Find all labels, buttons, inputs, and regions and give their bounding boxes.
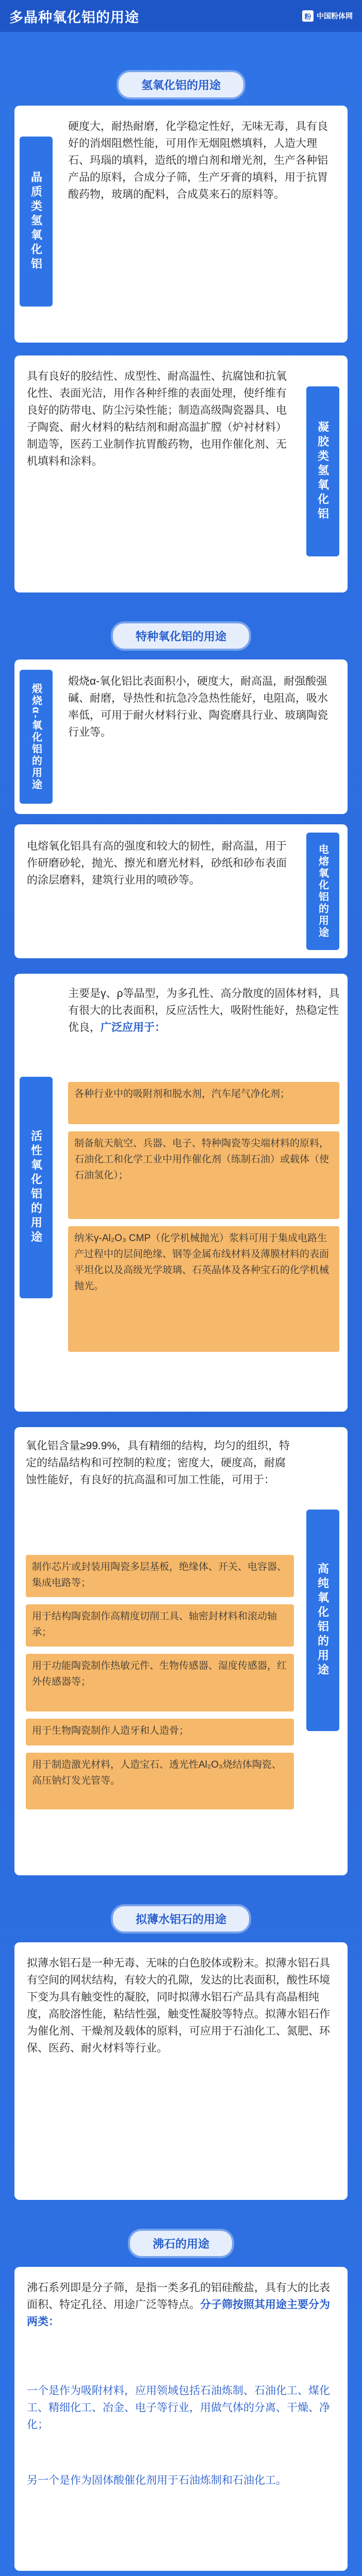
text-fused: 电熔氧化铝具有高的强度和较大的韧性，耐高温，用于作研磨砂轮，抛光、擦光和磨光材料，砂纸和砂布表面的涂层磨料，建筑行业用的喷砂等。: [27, 840, 287, 886]
text-activated: 主要是γ、ρ等晶型，为多孔性、高分散度的固体材料，具有很大的比表面积，反应活性大，吸附性能好，热稳定性优良，广泛应用于：: [68, 988, 340, 1033]
card-zeolite: [14, 2267, 348, 2571]
text-pseudoboehmite: 拟薄水铝石是一种无毒、无味的白色胶体或粉末。拟薄水铝石具有空间的网状结构，有较大的孔隙，发达的比表面积，酸性环境下变为具有触变性的凝胶，同时拟薄水铝石产品具有高晶相纯度，高胶溶性能，粘结性强，触变性凝胶等特点。拟薄水铝石作为催化剂、干燥剂及载体的原料，可应用于石油化工、氮肥、环保、医药、耐火材料等行业。: [27, 1957, 330, 2054]
list-item: 制备航天航空、兵器、电子、特种陶瓷等尖端材料的原料，石油化工和化学工业中用作催化剂（练制石油）或载体（使石油氢化）；: [68, 1131, 339, 1219]
brand-icon: 粉: [302, 10, 314, 22]
card-fused-alumina: [14, 824, 348, 958]
text-gel: 具有良好的胶结性、成型性、耐高温性、抗腐蚀和抗氧化性、表面光洁，用作各种纤维的表面处理，使纤维有良好的防带电、防尘污染性能；制造高级陶瓷器具、电子陶瓷、耐火材料的粘结剂和耐高温扩膛（炉衬材料）制造等，医药工业制作抗胃酸药物，也用作催化剂、无机填料和涂料。: [27, 370, 287, 467]
section-title-pseudoboehmite: 拟薄水铝石的用途: [113, 1906, 249, 1931]
label-fused: 电熔氧化铝的用途: [306, 833, 339, 950]
page-title: 多晶种氧化铝的用途: [9, 9, 139, 25]
card-gel-hydroxide: [14, 355, 348, 592]
text-high-purity: 氧化铝含量≥99.9%，具有精细的结构，均匀的组织，特定的结晶结构和可控制的粒度；密度大，硬度高，耐腐蚀性能好，有良好的抗高温和可加工性能，可用于：: [26, 1440, 290, 1486]
section-title-zeolite: 沸石的用途: [130, 2231, 232, 2256]
list-item: 各种行业中的吸附剂和脱水剂，汽车尾气净化剂；: [68, 1082, 339, 1124]
brand-logo: [302, 10, 353, 22]
label-high-purity: 高纯氧化铝的用途: [306, 1510, 339, 1731]
text-calcined: 煅烧α-氧化铝比表面积小，硬度大，耐高温，耐强酸强碱、耐磨，导热性和抗急冷急热性能好，电阻高，吸水率低，可用于耐火材料行业、陶瓷磨具行业、玻璃陶瓷行业等。: [68, 675, 328, 738]
card-crystalline-hydroxide: [14, 106, 348, 343]
text-zeolite: 沸石系列即是分子筛，是指一类多孔的铝硅酸盐，具有大的比表面积、特定孔径、用途广泛等特点。分子筛按照其用途主要分为两类：: [27, 2282, 330, 2328]
brand-name: 中国粉体网: [317, 12, 353, 20]
page-header: [0, 0, 362, 32]
list-item: 用于功能陶瓷制作热敏元件、生物传感器、湿度传感器，红外传感器等；: [26, 1654, 294, 1711]
label-activated: 活性氧化铝的用途: [20, 1077, 53, 1298]
text-crystalline: 硬度大，耐热耐磨，化学稳定性好，无味无毒，具有良好的消烟阻燃性能，可用作无烟阻燃填料，人造大理石、玛瑙的填料，造纸的增白剂和增光剂，生产各种铝产品的原料，合成分子筛，生产牙膏的填料，用于抗胃酸药物，玻璃的配料，合成莫来石的原料等。: [68, 121, 328, 200]
card-pseudoboehmite: [14, 1942, 348, 2200]
label-calcined: 煅烧α-氧化铝的用途: [20, 670, 53, 804]
section-title-aluminum-hydroxide: 氢氧化铝的用途: [119, 72, 243, 97]
list-item: 用于制造激光材料，人造宝石、透光性Al₂O₃烧结体陶瓷、高压钠灯发光管等。: [26, 1753, 294, 1809]
section-title-special-alumina: 特种氧化铝的用途: [113, 623, 249, 649]
list-item: 用于结构陶瓷制作高精度切削工具、轴密封材料和滚动轴承；: [26, 1604, 294, 1647]
list-item: 纳米γ-Al₂O₃ CMP（化学机械抛光）浆料可用于集成电路生产过程中的层间绝缘、钢等金属布线材料及薄膜材料的表面平坦化以及高级光学玻璃、石英晶体及各种宝石的化学机械抛光。: [68, 1226, 339, 1352]
label-gel: 凝胶类氢氧化铝: [306, 386, 339, 556]
list-item: 另一个是作为固体酸催化剂用于石油炼制和石油化工。: [27, 2475, 287, 2486]
card-calcined-alpha: [14, 659, 348, 814]
list-item: 制作芯片或封装用陶瓷多层基板，绝缘体、开关、电容器、集成电路等；: [26, 1555, 294, 1597]
card-activated-alumina: [14, 974, 348, 1412]
list-item: 一个是作为吸附材料，应用领域包括石油炼制、石油化工、煤化工、精细化工、冶金、电子等行业，用做气体的分离、干燥、净化；: [27, 2385, 330, 2431]
list-item: 用于生物陶瓷制作人造牙和人造骨；: [26, 1719, 294, 1745]
label-crystalline: 晶质类氢氧化铝: [20, 137, 53, 307]
card-high-purity-alumina: [14, 1427, 348, 1875]
